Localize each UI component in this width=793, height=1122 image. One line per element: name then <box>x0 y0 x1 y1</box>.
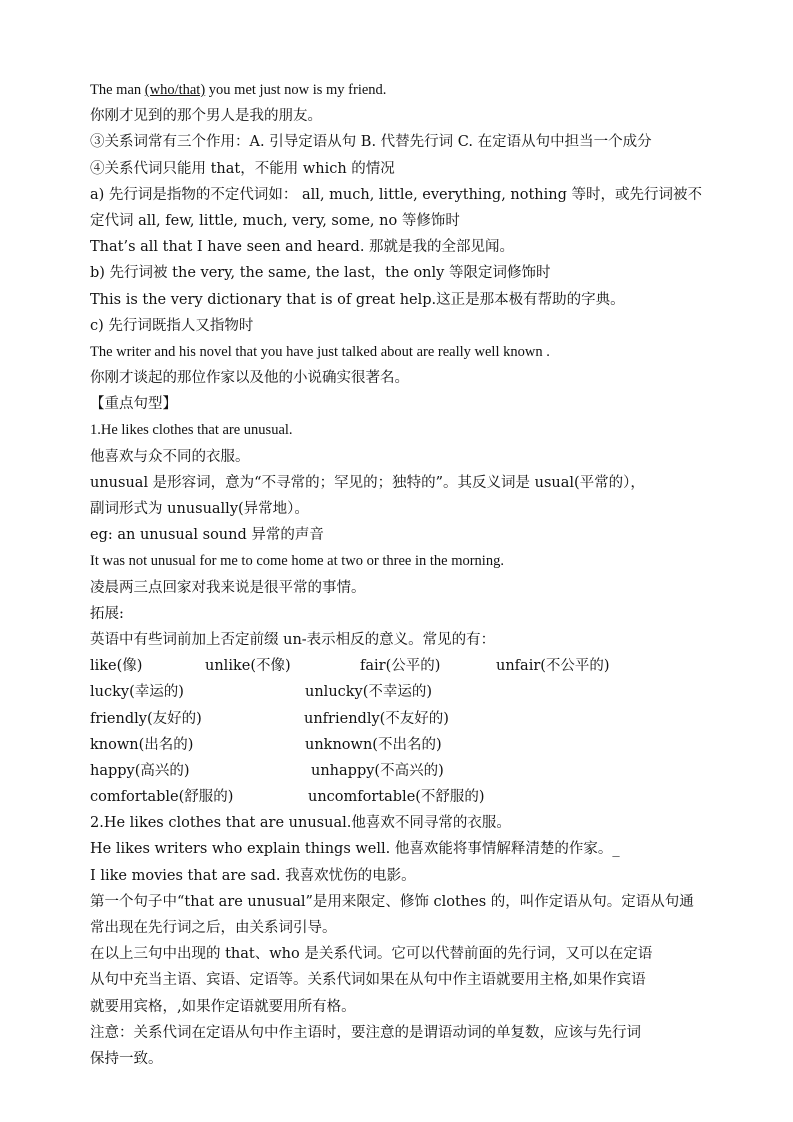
text-line: 常出现在先行词之后，由关系词引导。 <box>90 920 337 936</box>
text-line: 第一个句子中“that are unusual”是用来限定、修饰 clothes 的，叫作定语从句。定语从句通 <box>90 893 694 910</box>
text-line: 2.He likes clothes that are unusual.他喜欢不同寻常的衣服。 <box>90 815 511 832</box>
text-line: eg: an unusual sound 异常的声音 <box>90 527 324 544</box>
text-line: 在以上三句中出现的 that、who 是关系代词。它可以代替前面的先行词，又可以在定语 <box>90 946 653 963</box>
section-heading: 【重点句型】 <box>90 396 177 413</box>
text-line: unusual 是形容词，意为“不寻常的；罕见的；独特的”。其反义词是 usual(平常的）， <box>90 474 645 491</box>
text-line: 定代词 all, few, little, much, very, some, no 等修饰时 <box>90 212 460 229</box>
word-pair-row <box>90 706 710 732</box>
word-item: unfriendly(不友好的) <box>304 710 449 727</box>
word-item: unfair(不公平的) <box>496 658 610 675</box>
text-line: 保持一致。 <box>90 1050 163 1067</box>
word-item: like(像) <box>90 658 143 675</box>
word-item: unlucky(不幸运的) <box>305 684 433 701</box>
word-item: uncomfortable(不舒服的) <box>308 789 485 806</box>
text-line: This is the very dictionary that is of great help.这正是那本极有帮助的字典。 <box>90 291 625 308</box>
text-line: 就要用宾格，,如果作定语就要用所有格。 <box>90 998 356 1015</box>
document-body <box>90 77 710 1072</box>
text-line: 你刚才谈起的那位作家以及他的小说确实很著名。 <box>90 370 409 387</box>
word-pair-row <box>90 732 710 758</box>
word-item: comfortable(舒服的) <box>90 789 234 806</box>
word-item: lucky(幸运的) <box>90 684 184 701</box>
text-line: ④关系代词只能用 that，不能用 which 的情况 <box>90 160 395 177</box>
word-item: known(出名的) <box>90 736 194 753</box>
text-line: He likes writers who explain things well. 他喜欢能将事情解释清楚的作家。_ <box>90 841 620 858</box>
word-pair-row <box>90 784 710 810</box>
text-line: 从句中充当主语、宾语、定语等。关系代词如果在从句中作主语就要用主格,如果作宾语 <box>90 972 646 989</box>
word-pair-row <box>90 679 710 705</box>
word-pair-row <box>90 653 710 679</box>
text-line: It was not unusual for me to come home at two or three in the morning. <box>90 553 504 570</box>
word-item: happy(高兴的) <box>90 762 190 779</box>
text-line: The writer and his novel that you have just talked about are really well known . <box>90 343 550 360</box>
text-line: 你刚才见到的那个男人是我的朋友。 <box>90 108 322 125</box>
text-line: 拓展: <box>90 605 124 622</box>
text-line: 他喜欢与众不同的衣服。 <box>90 448 250 465</box>
text-line: 凌晨两三点回家对我来说是很平常的事情。 <box>90 579 366 596</box>
text-line: 1.He likes clothes that are unusual. <box>90 422 293 439</box>
word-item: friendly(友好的) <box>90 710 202 727</box>
text-line: I like movies that are sad. 我喜欢忧伤的电影。 <box>90 867 416 884</box>
text-line: The man (who/that) you met just now is my friend. <box>90 82 387 98</box>
text-line: c) 先行词既指人又指物时 <box>90 317 254 334</box>
text-line: b) 先行词被 the very, the same, the last，the only 等限定词修饰时 <box>90 265 551 282</box>
text-line: That’s all that I have seen and heard. 那就是我的全部见闻。 <box>90 239 515 256</box>
text-line: a) 先行词是指物的不定代词如： all, much, little, everything, nothing 等时，或先行词被不 <box>90 186 703 203</box>
word-item: unhappy(不高兴的) <box>311 762 444 779</box>
text-line: 注意：关系代词在定语从句中作主语时，要注意的是谓语动词的单复数，应该与先行词 <box>90 1024 641 1041</box>
underlined-phrase: (who/that) <box>144 82 206 98</box>
word-item: fair(公平的) <box>360 658 441 675</box>
word-item: unlike(不像) <box>205 658 291 675</box>
text-line: 副词形式为 unusually(异常地）。 <box>90 501 309 517</box>
word-item: unknown(不出名的) <box>305 736 442 753</box>
text-line: 英语中有些词前加上否定前缀 un-表示相反的意义。常见的有： <box>90 631 496 648</box>
word-pair-row <box>90 758 710 784</box>
text-line: ③关系词常有三个作用：A. 引导定语从句 B. 代替先行词 C. 在定语从句中担当一个成分 <box>90 134 652 151</box>
